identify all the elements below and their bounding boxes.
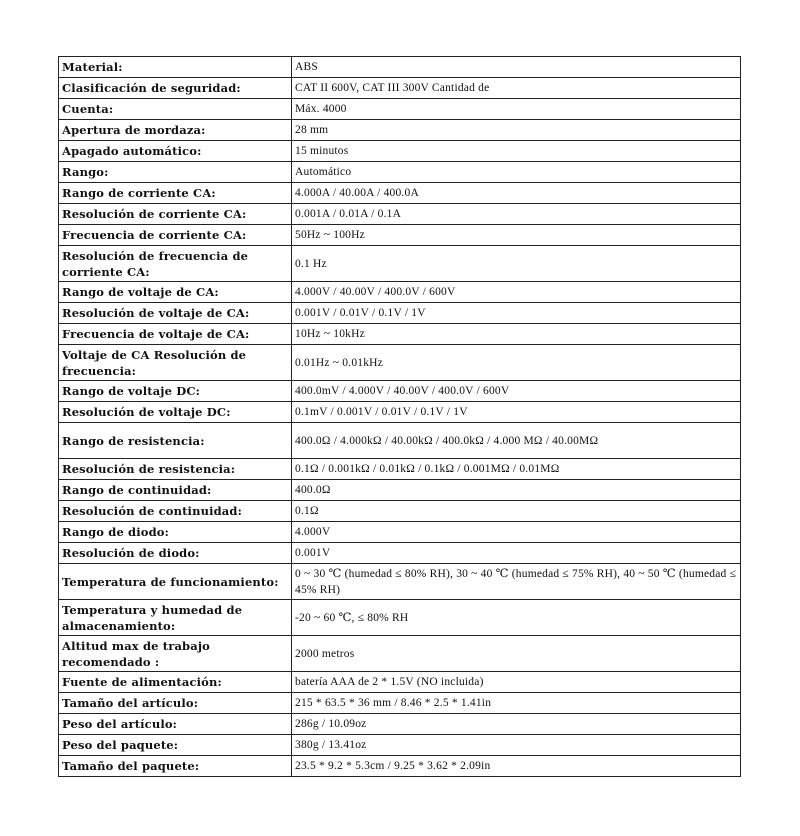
table-row [59, 459, 741, 480]
spec-label: Resolución de frecuencia de corriente CA: [59, 246, 292, 282]
table-row [59, 162, 741, 183]
spec-label: Tamaño del paquete: [59, 756, 292, 777]
table-row [59, 324, 741, 345]
spec-table [58, 56, 741, 777]
spec-value: 286g / 10.09oz [292, 714, 741, 735]
spec-label: Material: [59, 57, 292, 78]
spec-label: Rango de continuidad: [59, 480, 292, 501]
spec-value: ABS [292, 57, 741, 78]
spec-value: 380g / 13.41oz [292, 735, 741, 756]
spec-label: Apagado automático: [59, 141, 292, 162]
spec-value: 10Hz ~ 10kHz [292, 324, 741, 345]
table-row [59, 282, 741, 303]
spec-value: 0.01Hz ~ 0.01kHz [292, 345, 741, 381]
spec-label: Rango de voltaje DC: [59, 381, 292, 402]
table-row [59, 564, 741, 600]
spec-value: 23.5 * 9.2 * 5.3cm / 9.25 * 3.62 * 2.09in [292, 756, 741, 777]
spec-label: Apertura de mordaza: [59, 120, 292, 141]
spec-label: Clasificación de seguridad: [59, 78, 292, 99]
spec-label: Rango de corriente CA: [59, 183, 292, 204]
table-row [59, 735, 741, 756]
spec-label: Fuente de alimentación: [59, 672, 292, 693]
spec-value: 0.001V [292, 543, 741, 564]
spec-value: 4.000V [292, 522, 741, 543]
spec-value: 0.1Ω [292, 501, 741, 522]
spec-label: Resolución de voltaje DC: [59, 402, 292, 423]
table-row [59, 693, 741, 714]
spec-label: Resolución de corriente CA: [59, 204, 292, 225]
table-row [59, 522, 741, 543]
spec-value: Automático [292, 162, 741, 183]
table-row [59, 246, 741, 282]
spec-label: Voltaje de CA Resolución de frecuencia: [59, 345, 292, 381]
spec-value: 0.001V / 0.01V / 0.1V / 1V [292, 303, 741, 324]
spec-label: Cuenta: [59, 99, 292, 120]
spec-value: 400.0Ω [292, 480, 741, 501]
spec-label: Rango de voltaje de CA: [59, 282, 292, 303]
spec-value: Máx. 4000 [292, 99, 741, 120]
table-row [59, 183, 741, 204]
table-row [59, 600, 741, 636]
spec-label: Frecuencia de voltaje de CA: [59, 324, 292, 345]
spec-label: Resolución de continuidad: [59, 501, 292, 522]
table-row [59, 345, 741, 381]
table-row [59, 57, 741, 78]
spec-label: Rango de diodo: [59, 522, 292, 543]
table-row [59, 714, 741, 735]
spec-value: -20 ~ 60 ℃, ≤ 80% RH [292, 600, 741, 636]
spec-value: 4.000A / 40.00A / 400.0A [292, 183, 741, 204]
spec-label: Frecuencia de corriente CA: [59, 225, 292, 246]
table-row [59, 120, 741, 141]
table-row [59, 501, 741, 522]
spec-label: Altitud max de trabajo recomendado : [59, 636, 292, 672]
table-row [59, 480, 741, 501]
spec-label: Temperatura de funcionamiento: [59, 564, 292, 600]
table-row [59, 543, 741, 564]
spec-value: 15 minutos [292, 141, 741, 162]
spec-value: 28 mm [292, 120, 741, 141]
table-row [59, 672, 741, 693]
table-row [59, 78, 741, 99]
spec-value: 0 ~ 30 ℃ (humedad ≤ 80% RH), 30 ~ 40 ℃ (humedad ≤ 75% RH), 40 ~ 50 ℃ (humedad ≤ 45% RH) [292, 564, 741, 600]
spec-value: 50Hz ~ 100Hz [292, 225, 741, 246]
spec-label: Peso del artículo: [59, 714, 292, 735]
spec-label: Tamaño del artículo: [59, 693, 292, 714]
spec-label: Rango: [59, 162, 292, 183]
spec-value: 0.1Ω / 0.001kΩ / 0.01kΩ / 0.1kΩ / 0.001MΩ / 0.01MΩ [292, 459, 741, 480]
table-row [59, 402, 741, 423]
spec-value: 215 * 63.5 * 36 mm / 8.46 * 2.5 * 1.41in [292, 693, 741, 714]
spec-label: Rango de resistencia: [59, 423, 292, 459]
table-row [59, 225, 741, 246]
table-row [59, 423, 741, 459]
table-row [59, 141, 741, 162]
spec-value: 0.001A / 0.01A / 0.1A [292, 204, 741, 225]
table-row [59, 303, 741, 324]
table-row [59, 756, 741, 777]
spec-value: 2000 metros [292, 636, 741, 672]
table-row [59, 636, 741, 672]
table-row [59, 204, 741, 225]
spec-value: 0.1 Hz [292, 246, 741, 282]
table-row [59, 99, 741, 120]
spec-label: Temperatura y humedad de almacenamiento: [59, 600, 292, 636]
spec-label: Peso del paquete: [59, 735, 292, 756]
spec-value: 4.000V / 40.00V / 400.0V / 600V [292, 282, 741, 303]
spec-value: CAT II 600V, CAT III 300V Cantidad de [292, 78, 741, 99]
table-row [59, 381, 741, 402]
spec-value: 400.0Ω / 4.000kΩ / 40.00kΩ / 400.0kΩ / 4.000 MΩ / 40.00MΩ [292, 423, 741, 459]
spec-label: Resolución de diodo: [59, 543, 292, 564]
spec-value: 400.0mV / 4.000V / 40.00V / 400.0V / 600V [292, 381, 741, 402]
spec-value: batería AAA de 2 * 1.5V (NO incluida) [292, 672, 741, 693]
spec-label: Resolución de resistencia: [59, 459, 292, 480]
spec-label: Resolución de voltaje de CA: [59, 303, 292, 324]
spec-value: 0.1mV / 0.001V / 0.01V / 0.1V / 1V [292, 402, 741, 423]
